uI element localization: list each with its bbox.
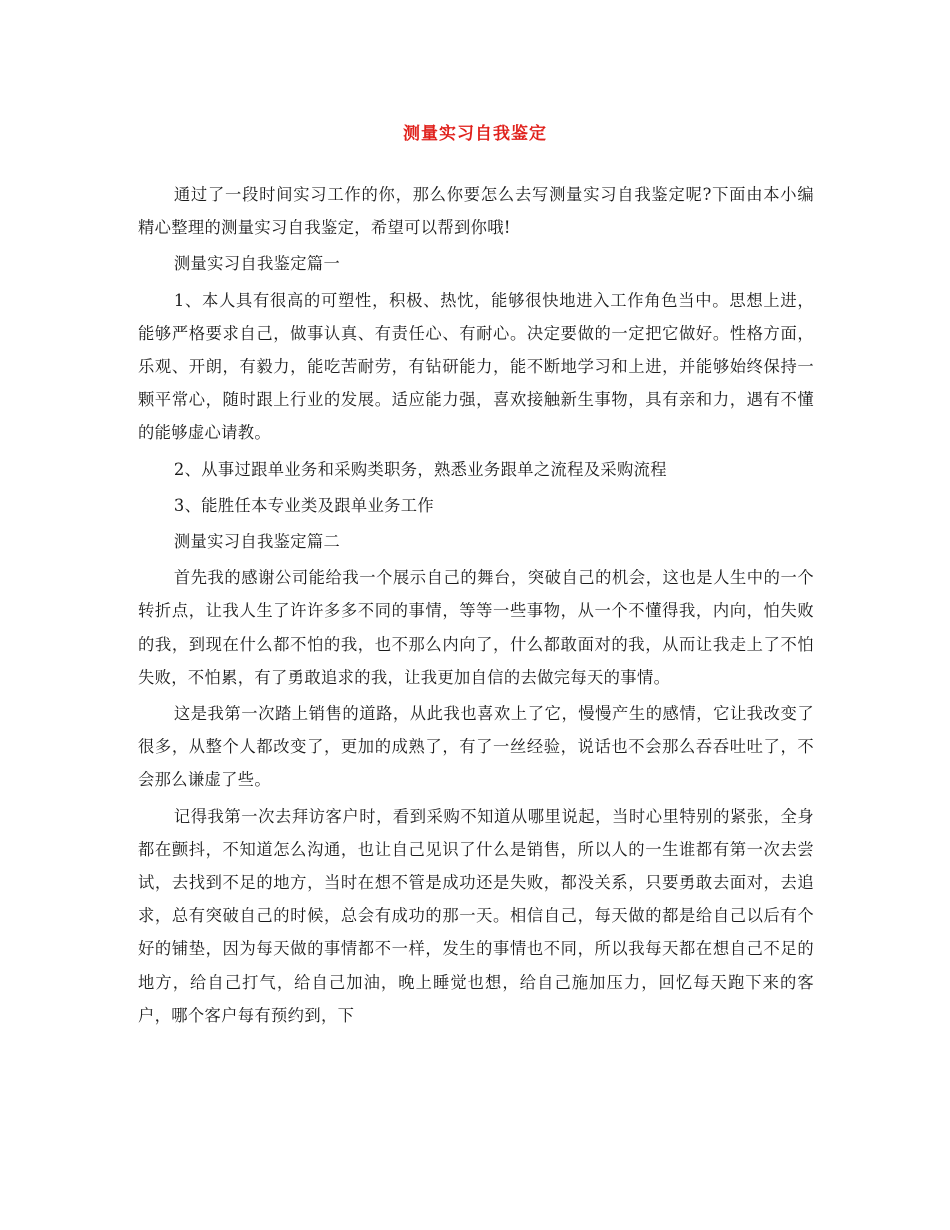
body-paragraph: 3、能胜任本专业类及跟单业务工作 xyxy=(173,495,435,515)
document-title: 测量实习自我鉴定 xyxy=(403,124,547,144)
body-paragraph: 1、本人具有很高的可塑性，积极、热忱，能够很快地进入工作角色当中。思想上进，能够严格要求自己，做事认真、有责任心、有耐心。决定要做的一定把它做好。性格方面，乐观、开朗，有毅力，能吃苦耐劳，有钻研能力，能不断地学习和上进，并能够始终保持一颗平常心，随时跟上行业的发展。适应能力强，喜欢接触新生事物，具有亲和力，遇有不懂的能够虚心请教。 xyxy=(138,290,814,443)
intro-paragraph: 通过了一段时间实习工作的你，那么你要怎么去写测量实习自我鉴定呢?下面由本小编精心整理的测量实习自我鉴定，希望可以帮到你哦! xyxy=(138,185,814,238)
section-heading-2: 测量实习自我鉴定篇二 xyxy=(173,532,341,552)
body-paragraph: 这是我第一次踏上销售的道路，从此我也喜欢上了它，慢慢产生的感情，它让我改变了很多，从整个人都改变了，更加的成熟了，有了一丝经验，说话也不会那么吞吞吐吐了，不会那么谦虚了些。 xyxy=(138,704,814,790)
body-paragraph: 2、从事过跟单业务和采购类职务，熟悉业务跟单之流程及采购流程 xyxy=(173,459,667,479)
section-heading-1: 测量实习自我鉴定篇一 xyxy=(173,254,341,274)
document-body xyxy=(138,178,814,1035)
body-paragraph: 记得我第一次去拜访客户时，看到采购不知道从哪里说起，当时心里特别的紧张，全身都在颤抖，不知道怎么沟通，也让自己见识了什么是销售，所以人的一生谁都有第一次去尝试，去找到不足的地方，当时在想不管是成功还是失败，都没关系，只要勇敢去面对，去追求，总有突破自己的时候，总会有成功的那一天。相信自己，每天做的都是给自己以后有个好的铺垫，因为每天做的事情都不一样，发生的事情也不同，所以我每天都在想自己不足的地方，给自己打气，给自己加油，晚上睡觉也想，给自己施加压力，回忆每天跑下来的客户，哪个客户每有预约到，下 xyxy=(138,806,814,1025)
body-paragraph: 首先我的感谢公司能给我一个展示自己的舞台，突破自己的机会，这也是人生中的一个转折点，让我人生了许许多多不同的事情，等等一些事物，从一个不懂得我，内向，怕失败的我，到现在什么都不怕的我，也不那么内向了，什么都敢面对的我，从而让我走上了不怕失败，不怕累，有了勇敢追求的我，让我更加自信的去做完每天的事情。 xyxy=(138,568,814,687)
